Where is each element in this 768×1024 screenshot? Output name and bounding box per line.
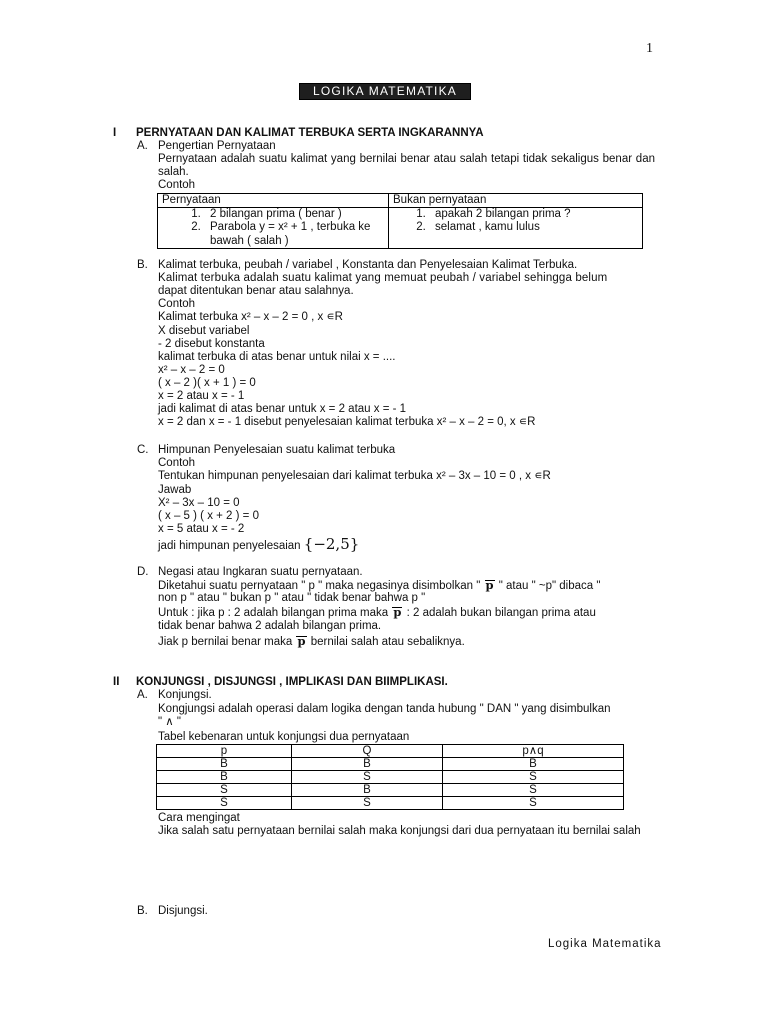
- truth-table-header: p: [157, 745, 292, 758]
- note-text: Jika salah satu pernyataan bernilai salah maka konjungsi dari dua pernyataan itu bernilai salah: [158, 825, 641, 837]
- truth-cell: B: [443, 758, 624, 771]
- c-line: Contoh: [158, 457, 196, 469]
- non-statement-col-header: Bukan pernyataan: [389, 194, 643, 208]
- b-line: x = 2 dan x = - 1 disebut penyelesaian kalimat terbuka x² – x – 2 = 0, x ∊R: [158, 416, 536, 428]
- truth-cell: S: [443, 797, 624, 810]
- b-line: Contoh: [158, 298, 196, 310]
- subsection-d-label: D.: [137, 566, 149, 578]
- truth-table: [156, 744, 624, 810]
- subsection-b2-label: B.: [137, 905, 148, 917]
- definition-text: Pernyataan adalah suatu kalimat yang bernilai benar atau salah tetapi tidak sekaligus benar dan salah.: [158, 153, 655, 179]
- statement-item: 2. Parabola y = x² + 1 , terbuka ke bawah ( salah ): [204, 221, 384, 247]
- truth-table-header: p∧q: [443, 745, 624, 758]
- subsection-a-label: A.: [137, 140, 148, 152]
- d-line: [158, 606, 596, 620]
- note-title: Cara mengingat: [158, 812, 240, 824]
- section-1-number: I: [113, 127, 117, 139]
- truth-cell: S: [157, 784, 292, 797]
- c-line: Himpunan Penyelesaian suatu kalimat terbuka: [158, 444, 396, 456]
- subsection-a-title: Pengertian Pernyataan: [158, 140, 276, 152]
- subsection-a2-label: A.: [137, 689, 148, 701]
- b-line: X disebut variabel: [158, 325, 250, 337]
- non-statement-item: 1. apakah 2 bilangan prima ?: [429, 208, 638, 221]
- b-line: ( x – 2 )( x + 1 ) = 0: [158, 377, 256, 389]
- negation-symbol: p: [485, 578, 494, 592]
- truth-table-header: Q: [292, 745, 443, 758]
- d-text: : 2 adalah bukan bilangan prima atau: [406, 607, 596, 619]
- b-line: x = 2 atau x = - 1: [158, 390, 245, 402]
- statement-item: 1. 2 bilangan prima ( benar ): [204, 208, 384, 221]
- conjunction-symbol: " ∧ ": [158, 716, 181, 728]
- conjunction-text: Kongjungsi adalah operasi dalam logika dengan tanda hubung " DAN " yang disimbulkan: [158, 703, 611, 715]
- page-number: 1: [646, 41, 653, 56]
- d-line: Negasi atau Ingkaran suatu pernyataan.: [158, 566, 363, 578]
- c-line: x = 5 atau x = - 2: [158, 523, 245, 535]
- subsection-c-label: C.: [137, 444, 149, 456]
- statement-col-header: Pernyataan: [158, 194, 389, 208]
- d-text: Jiak p bernilai benar maka: [158, 636, 293, 648]
- c-line: Tentukan himpunan penyelesaian dari kalimat terbuka x² – 3x – 10 = 0 , x ∊R: [158, 470, 551, 482]
- non-statement-cell: [389, 208, 643, 249]
- truth-table-caption: Tabel kebenaran untuk konjungsi dua pernyataan: [158, 731, 410, 743]
- d-line: [158, 635, 465, 649]
- truth-cell: B: [157, 758, 292, 771]
- c-line: ( x – 5 ) ( x + 2 ) = 0: [158, 510, 259, 522]
- truth-cell: B: [292, 758, 443, 771]
- b-line: kalimat terbuka di atas benar untuk nilai x = ....: [158, 351, 396, 363]
- disjunction-title: Disjungsi.: [158, 905, 208, 917]
- section-2-number: II: [113, 676, 120, 688]
- d-line: tidak benar bahwa 2 adalah bilangan prima.: [158, 620, 382, 632]
- b-line: - 2 disebut konstanta: [158, 338, 265, 350]
- conjunction-title: Konjungsi.: [158, 689, 212, 701]
- truth-cell: S: [443, 771, 624, 784]
- d-text: Diketahui suatu pernyataan " p " maka negasinya disimbolkan ": [158, 580, 481, 592]
- statement-table: [157, 193, 643, 249]
- truth-cell: B: [157, 771, 292, 784]
- statement-cell: [158, 208, 389, 249]
- truth-cell: B: [292, 784, 443, 797]
- d-line: non p " atau " bukan p " atau " tidak benar bahwa p ": [158, 592, 426, 604]
- b-line: Kalimat terbuka x² – x – 2 = 0 , x ∊R: [158, 311, 343, 323]
- negation-symbol: p: [393, 605, 402, 619]
- c-line: X² – 3x – 10 = 0: [158, 497, 240, 509]
- d-text: bernilai salah atau sebaliknya.: [310, 636, 465, 648]
- d-text: " atau " ~p" dibaca ": [498, 580, 601, 592]
- non-statement-item: 2. selamat , kamu lulus: [429, 221, 638, 234]
- c-line: Jawab: [158, 484, 192, 496]
- page-title: LOGIKA MATEMATIKA: [299, 83, 471, 100]
- truth-cell: S: [443, 784, 624, 797]
- footer-text: Logika Matematika: [548, 938, 662, 950]
- example-label: Contoh: [158, 179, 196, 191]
- solution-set-text: jadi himpunan penyelesaian: [158, 540, 301, 552]
- b-line: dapat ditentukan benar atau salahnya.: [158, 285, 354, 297]
- table-row: [157, 797, 624, 810]
- solution-set: {−2,5}: [303, 535, 360, 553]
- d-text: Untuk : jika p : 2 adalah bilangan prima maka: [158, 607, 389, 619]
- solution-set-line: [158, 535, 360, 553]
- subsection-b-label: B.: [137, 259, 148, 271]
- b-line: Kalimat terbuka, peubah / variabel , Konstanta dan Penyelesaian Kalimat Terbuka.: [158, 259, 578, 271]
- truth-cell: S: [157, 797, 292, 810]
- b-line: jadi kalimat di atas benar untuk x = 2 atau x = - 1: [158, 403, 407, 415]
- table-row: [157, 771, 624, 784]
- b-line: Kalimat terbuka adalah suatu kalimat yang memuat peubah / variabel sehingga belum: [158, 272, 608, 284]
- table-row: [157, 784, 624, 797]
- truth-cell: S: [292, 797, 443, 810]
- truth-cell: S: [292, 771, 443, 784]
- negation-symbol: p: [297, 634, 306, 648]
- section-2-heading: KONJUNGSI , DISJUNGSI , IMPLIKASI DAN BIIMPLIKASI.: [136, 676, 448, 688]
- section-1-heading: PERNYATAAN DAN KALIMAT TERBUKA SERTA INGKARANNYA: [136, 127, 484, 139]
- table-row: [157, 758, 624, 771]
- b-line: x² – x – 2 = 0: [158, 364, 225, 376]
